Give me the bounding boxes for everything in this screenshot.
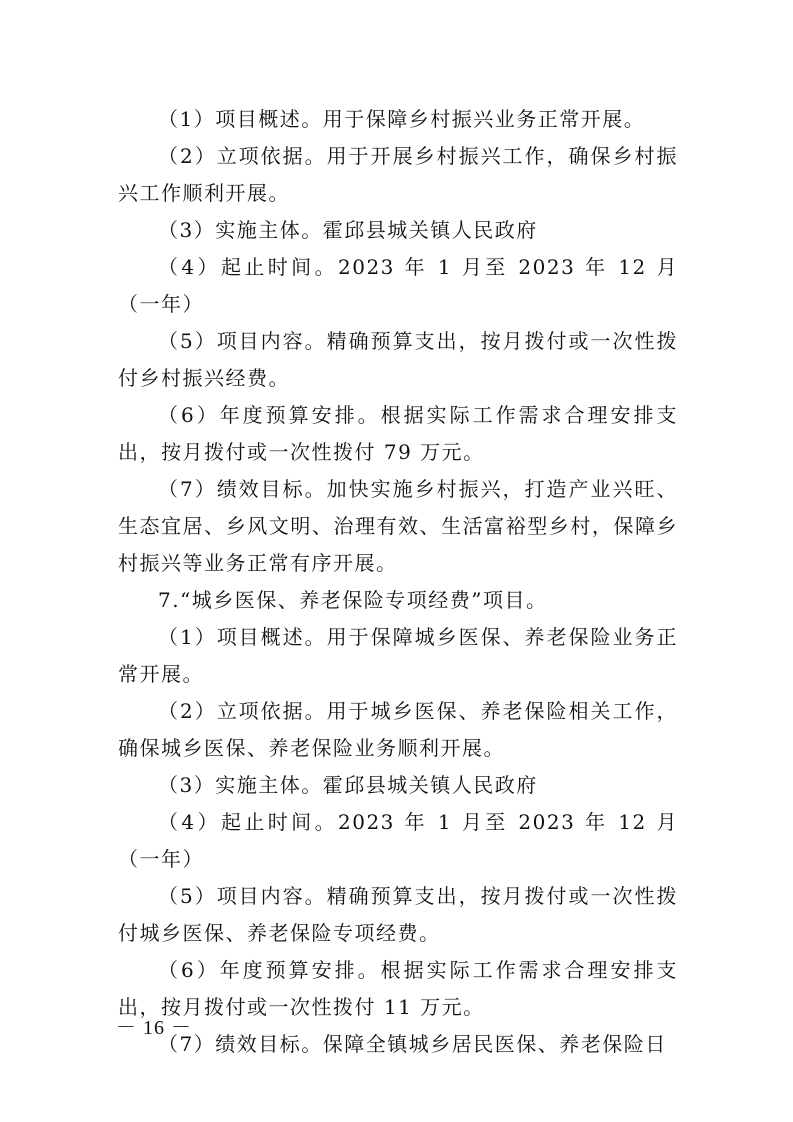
paragraph-basis-insurance: （2）立项依据。用于城乡医保、养老保险相关工作，确保城乡医保、养老保险业务顺利开展。	[118, 699, 678, 760]
paragraph-period-rural: （4）起止时间。2023 年 1 月至 2023 年 12 月（一年）	[118, 255, 678, 316]
paragraph-overview-insurance: （1）项目概述。用于保障城乡医保、养老保险业务正常开展。	[118, 625, 678, 686]
paragraph-overview-rural: （1）项目概述。用于保障乡村振兴业务正常开展。	[158, 107, 646, 131]
paragraph-budget-insurance: （6）年度预算安排。根据实际工作需求合理安排支出，按月拨付或一次性拨付 11 万元。	[118, 958, 678, 1019]
section-heading-insurance: 7.“城乡医保、养老保险专项经费”项目。	[158, 588, 548, 612]
paragraph-entity-insurance: （3）实施主体。霍邱县城关镇人民政府	[158, 773, 538, 797]
document-body	[118, 101, 678, 1063]
page-number: － 16 －	[116, 1017, 192, 1039]
paragraph-entity-rural: （3）实施主体。霍邱县城关镇人民政府	[158, 218, 538, 242]
paragraph-budget-rural: （6）年度预算安排。根据实际工作需求合理安排支出，按月拨付或一次性拨付 79 万元。	[118, 403, 678, 464]
paragraph-goal-rural: （7）绩效目标。加快实施乡村振兴，打造产业兴旺、生态宜居、乡风文明、治理有效、生活富裕型乡村，保障乡村振兴等业务正常有序开展。	[118, 477, 678, 575]
paragraph-basis-rural: （2）立项依据。用于开展乡村振兴工作，确保乡村振兴工作顺利开展。	[118, 144, 678, 205]
paragraph-content-rural: （5）项目内容。精确预算支出，按月拨付或一次性拨付乡村振兴经费。	[118, 329, 678, 390]
paragraph-period-insurance: （4）起止时间。2023 年 1 月至 2023 年 12 月（一年）	[118, 810, 678, 871]
paragraph-goal-insurance: （7）绩效目标。保障全镇城乡居民医保、养老保险日	[158, 1032, 667, 1056]
paragraph-content-insurance: （5）项目内容。精确预算支出，按月拨付或一次性拨付城乡医保、养老保险专项经费。	[118, 884, 678, 945]
